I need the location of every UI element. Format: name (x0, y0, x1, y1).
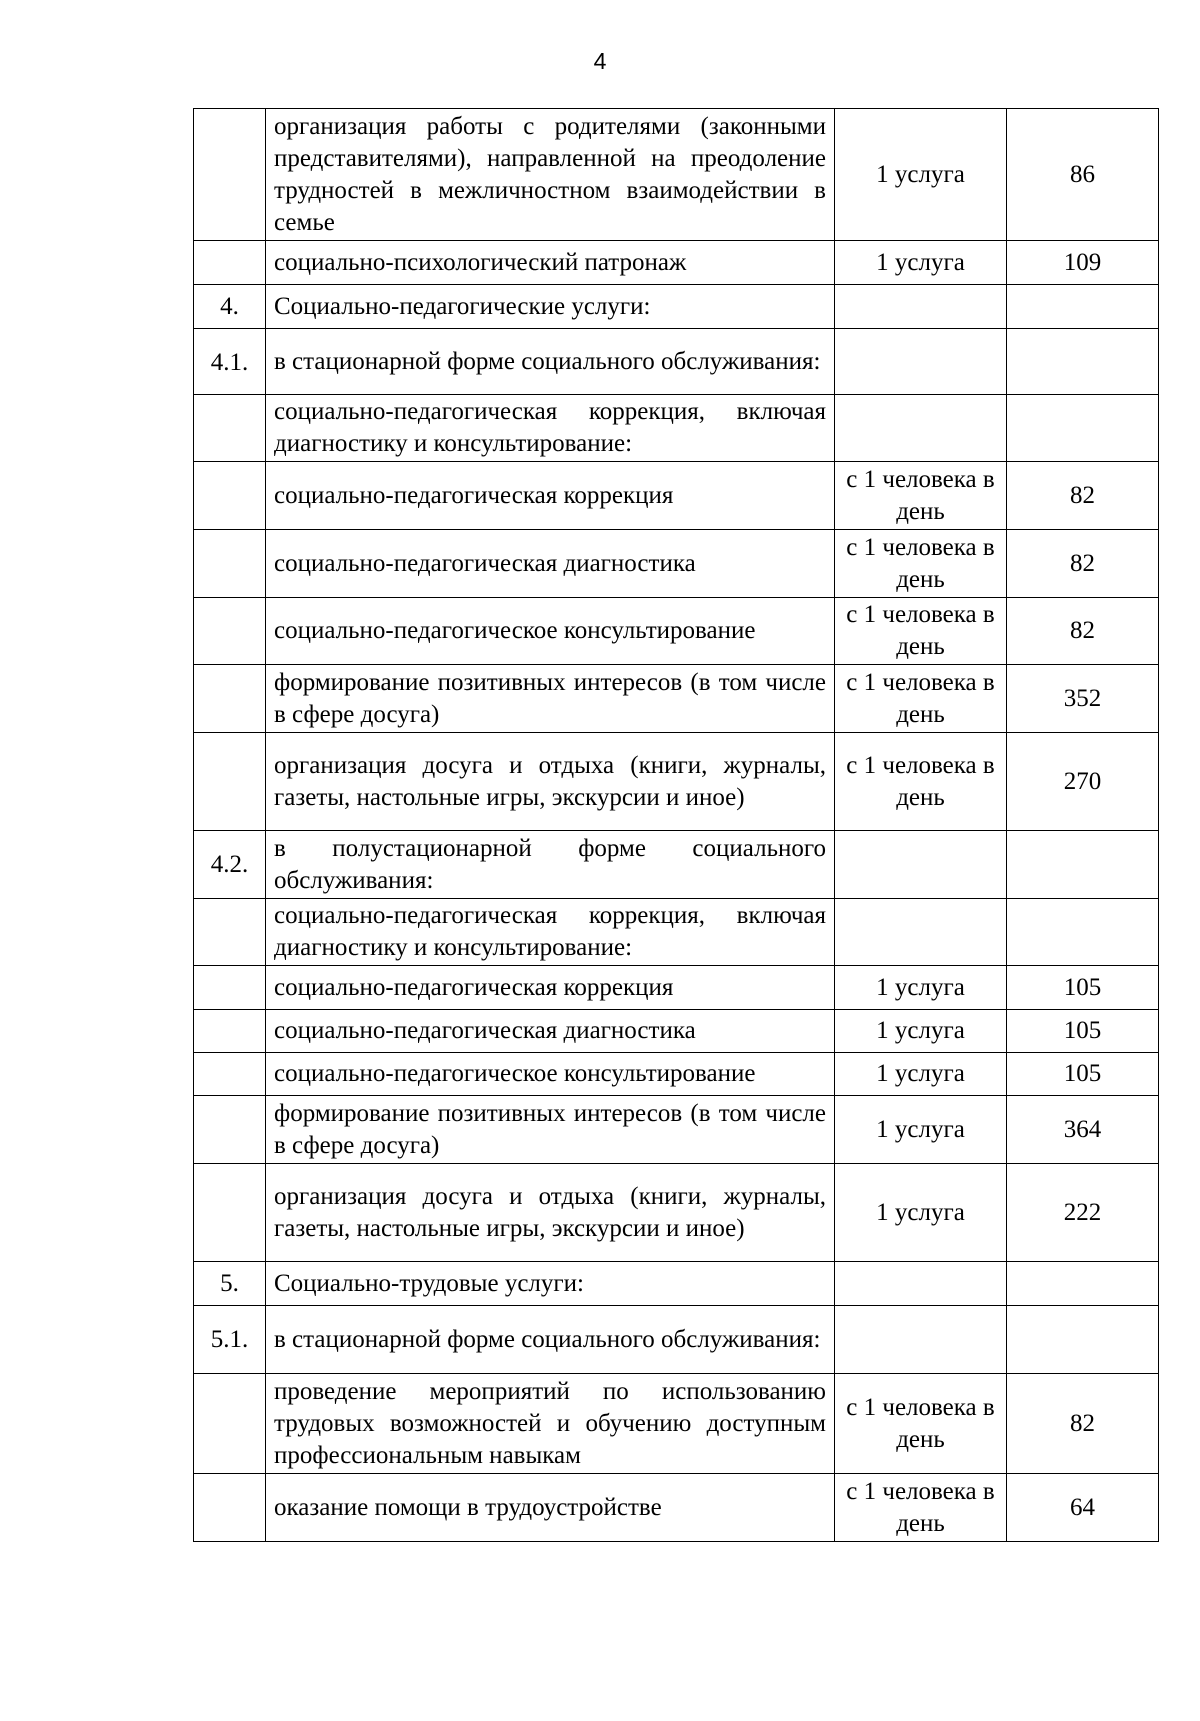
service-description: социально-педагогическая диагностика (266, 530, 835, 598)
table-row (194, 1010, 1159, 1053)
table-row (194, 899, 1159, 966)
row-number (194, 109, 266, 241)
service-description: организация досуга и отдыха (книги, журналы, газеты, настольные игры, экскурсии и иное) (266, 1164, 835, 1262)
service-unit: с 1 человека в день (835, 462, 1007, 530)
service-unit (835, 831, 1007, 899)
service-description: социально-психологический патронаж (266, 241, 835, 285)
row-number: 4. (194, 285, 266, 329)
service-description: социально-педагогическая коррекция (266, 966, 835, 1010)
service-description: социально-педагогическая коррекция (266, 462, 835, 530)
section-heading: Социально-педагогические услуги: (266, 285, 835, 329)
service-price: 364 (1007, 1096, 1159, 1164)
row-number (194, 530, 266, 598)
service-description: формирование позитивных интересов (в том числе в сфере досуга) (266, 665, 835, 733)
service-unit: 1 услуга (835, 1010, 1007, 1053)
section-heading: Социально-трудовые услуги: (266, 1262, 835, 1306)
table-row (194, 1164, 1159, 1262)
table-row (194, 598, 1159, 665)
service-description: организация досуга и отдыха (книги, журналы, газеты, настольные игры, экскурсии и иное) (266, 733, 835, 831)
row-number (194, 1096, 266, 1164)
subsection-heading: в стационарной форме социального обслуживания: (266, 329, 835, 395)
table-row (194, 329, 1159, 395)
table-row (194, 241, 1159, 285)
service-description: формирование позитивных интересов (в том числе в сфере досуга) (266, 1096, 835, 1164)
table-row (194, 1306, 1159, 1374)
row-number (194, 462, 266, 530)
service-price: 82 (1007, 1374, 1159, 1474)
service-unit (835, 899, 1007, 966)
row-number (194, 899, 266, 966)
table-row (194, 733, 1159, 831)
service-price: 86 (1007, 109, 1159, 241)
service-price: 105 (1007, 966, 1159, 1010)
service-price: 64 (1007, 1474, 1159, 1542)
row-number: 5. (194, 1262, 266, 1306)
service-price: 270 (1007, 733, 1159, 831)
service-price (1007, 1262, 1159, 1306)
table-row (194, 966, 1159, 1010)
service-unit: с 1 человека в день (835, 1474, 1007, 1542)
service-unit: 1 услуга (835, 1053, 1007, 1096)
service-price (1007, 285, 1159, 329)
subsection-heading: в полустационарной форме социального обслуживания: (266, 831, 835, 899)
service-unit: с 1 человека в день (835, 598, 1007, 665)
row-number (194, 733, 266, 831)
service-price (1007, 395, 1159, 462)
table-row (194, 285, 1159, 329)
row-number: 5.1. (194, 1306, 266, 1374)
service-unit (835, 1306, 1007, 1374)
service-price (1007, 1306, 1159, 1374)
service-price: 105 (1007, 1053, 1159, 1096)
service-group-heading: социально-педагогическая коррекция, включая диагностику и консультирование: (266, 395, 835, 462)
service-unit: 1 услуга (835, 109, 1007, 241)
service-description: организация работы с родителями (законными представителями), направленной на преодоление трудностей в межличностном взаимодействии в семье (266, 109, 835, 241)
service-unit: с 1 человека в день (835, 530, 1007, 598)
service-unit: 1 услуга (835, 1164, 1007, 1262)
table-row (194, 665, 1159, 733)
table-row (194, 462, 1159, 530)
service-unit (835, 1262, 1007, 1306)
service-price: 105 (1007, 1010, 1159, 1053)
service-description: проведение мероприятий по использованию трудовых возможностей и обучению доступным профессиональным навыкам (266, 1374, 835, 1474)
table-row (194, 831, 1159, 899)
service-unit: с 1 человека в день (835, 1374, 1007, 1474)
service-description: социально-педагогическое консультирование (266, 1053, 835, 1096)
row-number (194, 966, 266, 1010)
service-unit: 1 услуга (835, 966, 1007, 1010)
service-price: 82 (1007, 462, 1159, 530)
service-price (1007, 329, 1159, 395)
service-description: социально-педагогическое консультирование (266, 598, 835, 665)
table-row (194, 1374, 1159, 1474)
subsection-heading: в стационарной форме социального обслуживания: (266, 1306, 835, 1374)
service-price (1007, 899, 1159, 966)
service-price: 82 (1007, 530, 1159, 598)
table-row (194, 1474, 1159, 1542)
service-unit: с 1 человека в день (835, 665, 1007, 733)
row-number (194, 665, 266, 733)
table-row (194, 530, 1159, 598)
row-number (194, 395, 266, 462)
service-unit (835, 329, 1007, 395)
page-number: 4 (593, 48, 607, 74)
service-price: 82 (1007, 598, 1159, 665)
row-number (194, 1164, 266, 1262)
services-price-table (193, 108, 1159, 1542)
service-price: 222 (1007, 1164, 1159, 1262)
row-number (194, 1010, 266, 1053)
service-price: 109 (1007, 241, 1159, 285)
row-number: 4.2. (194, 831, 266, 899)
service-price (1007, 831, 1159, 899)
service-unit (835, 285, 1007, 329)
table-row (194, 1262, 1159, 1306)
table-row (194, 1096, 1159, 1164)
row-number (194, 1374, 266, 1474)
table-row (194, 395, 1159, 462)
service-description: оказание помощи в трудоустройстве (266, 1474, 835, 1542)
table-row (194, 1053, 1159, 1096)
service-group-heading: социально-педагогическая коррекция, включая диагностику и консультирование: (266, 899, 835, 966)
services-table-body (194, 109, 1159, 1542)
service-unit: с 1 человека в день (835, 733, 1007, 831)
row-number (194, 241, 266, 285)
row-number (194, 598, 266, 665)
row-number (194, 1474, 266, 1542)
table-row (194, 109, 1159, 241)
service-description: социально-педагогическая диагностика (266, 1010, 835, 1053)
service-price: 352 (1007, 665, 1159, 733)
row-number (194, 1053, 266, 1096)
service-unit (835, 395, 1007, 462)
row-number: 4.1. (194, 329, 266, 395)
service-unit: 1 услуга (835, 1096, 1007, 1164)
service-unit: 1 услуга (835, 241, 1007, 285)
